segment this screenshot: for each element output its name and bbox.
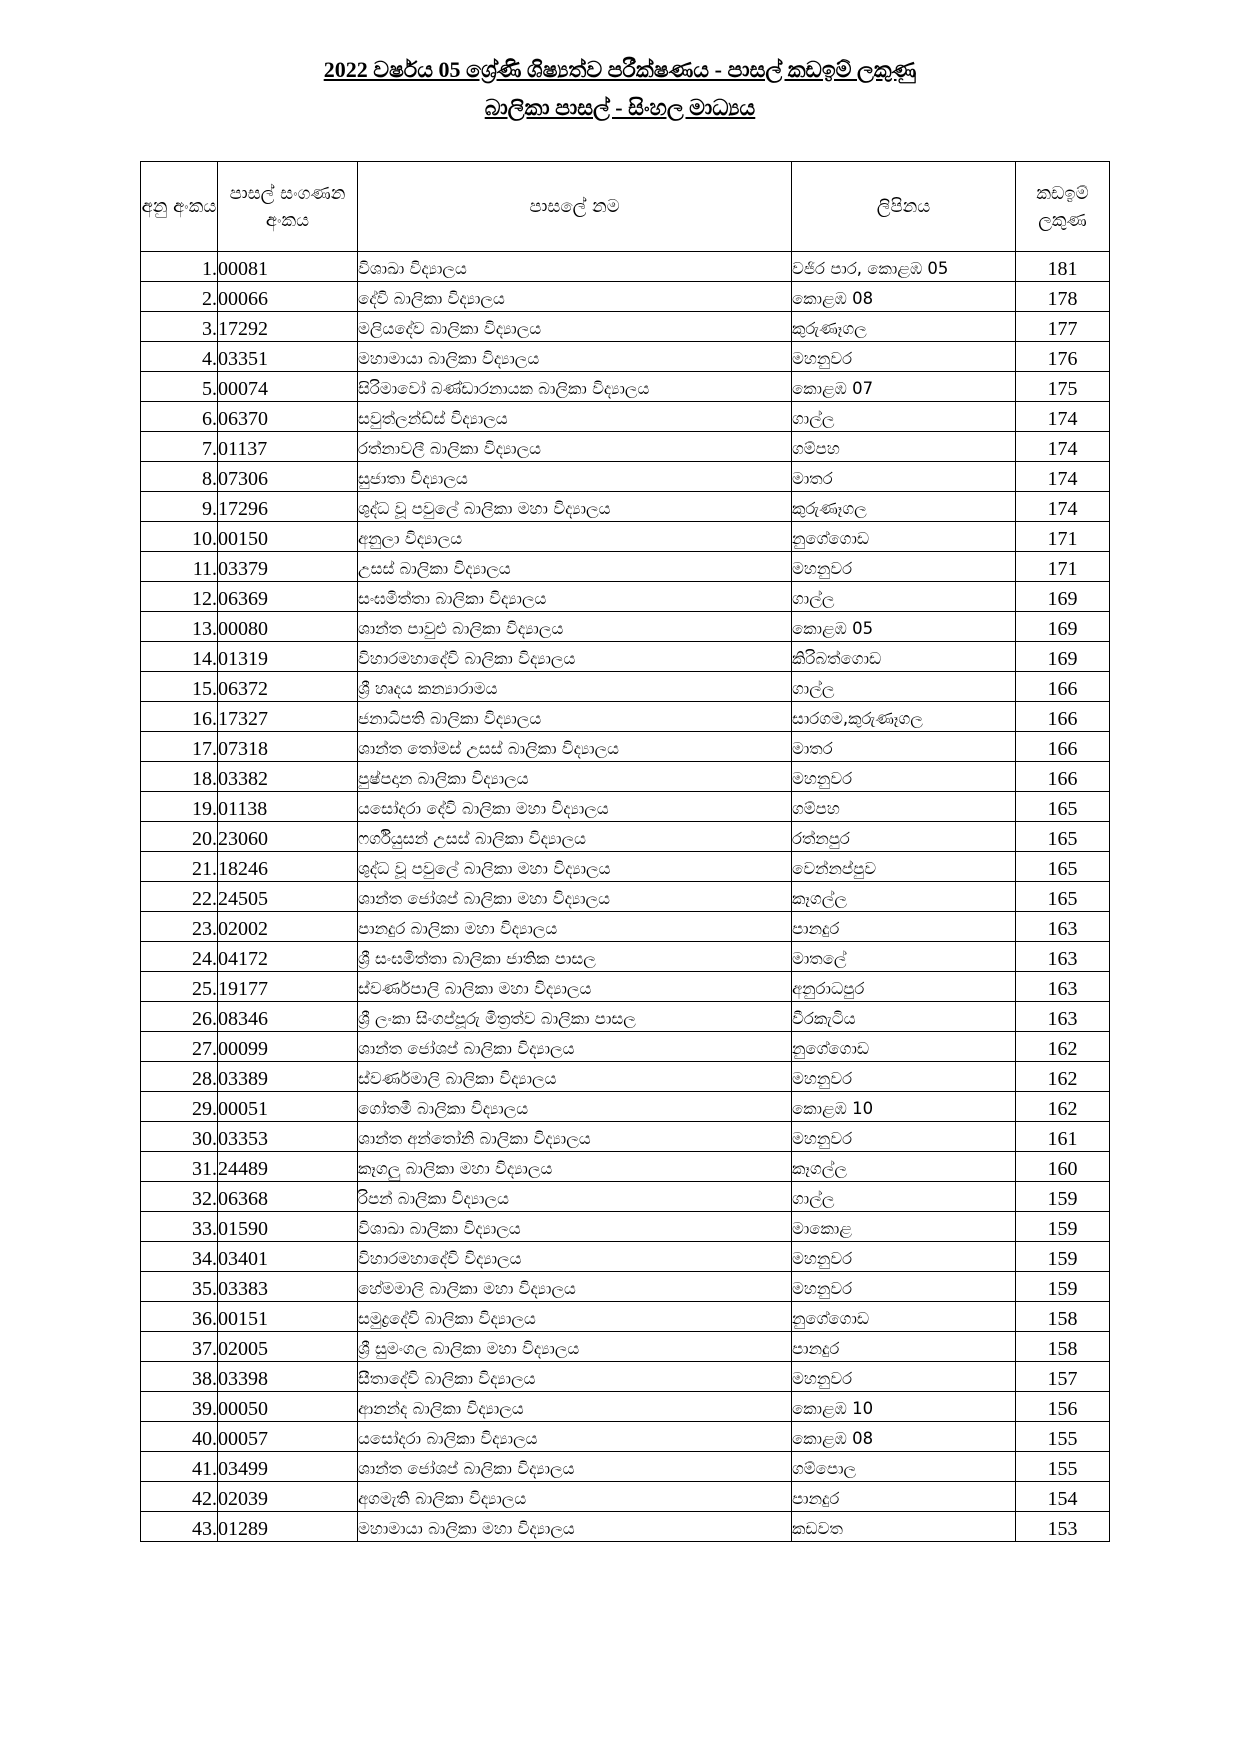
cell-serial-no: 27. xyxy=(141,1032,218,1062)
cell-census-no: 06370 xyxy=(218,402,358,432)
cell-serial-no: 39. xyxy=(141,1392,218,1422)
cell-serial-no: 22. xyxy=(141,882,218,912)
cell-census-no: 07318 xyxy=(218,732,358,762)
cell-cutoff-mark: 169 xyxy=(1016,582,1110,612)
cell-census-no: 00151 xyxy=(218,1302,358,1332)
column-header-school-name: පාසලේ නම xyxy=(358,162,792,252)
cell-census-no: 06369 xyxy=(218,582,358,612)
cutoff-marks-table xyxy=(140,161,1110,1542)
table-row xyxy=(141,282,1110,312)
cell-serial-no: 18. xyxy=(141,762,218,792)
table-row xyxy=(141,882,1110,912)
cell-cutoff-mark: 163 xyxy=(1016,942,1110,972)
cell-census-no: 00081 xyxy=(218,252,358,282)
cell-address: කඩවත xyxy=(792,1512,1016,1542)
cell-address: කොළඹ 10 xyxy=(792,1092,1016,1122)
cell-census-no: 03379 xyxy=(218,552,358,582)
cell-census-no: 03353 xyxy=(218,1122,358,1152)
cell-census-no: 02005 xyxy=(218,1332,358,1362)
cell-address: මහනුවර xyxy=(792,1272,1016,1302)
cell-school-name: ශාන්ත තෝමස් උසස් බාලිකා විද්‍යාලය xyxy=(358,732,792,762)
cell-school-name: රිපන් බාලිකා විද්‍යාලය xyxy=(358,1182,792,1212)
cell-cutoff-mark: 166 xyxy=(1016,732,1110,762)
table-row xyxy=(141,402,1110,432)
cell-cutoff-mark: 155 xyxy=(1016,1452,1110,1482)
cell-cutoff-mark: 165 xyxy=(1016,822,1110,852)
cell-cutoff-mark: 159 xyxy=(1016,1272,1110,1302)
cell-census-no: 04172 xyxy=(218,942,358,972)
cell-serial-no: 21. xyxy=(141,852,218,882)
cell-serial-no: 2. xyxy=(141,282,218,312)
cell-address: පානදුර xyxy=(792,912,1016,942)
cell-school-name: විශාඛා බාලිකා විද්‍යාලය xyxy=(358,1212,792,1242)
cell-serial-no: 5. xyxy=(141,372,218,402)
cell-address: රත්නපුර xyxy=(792,822,1016,852)
cell-serial-no: 26. xyxy=(141,1002,218,1032)
cell-serial-no: 37. xyxy=(141,1332,218,1362)
cell-cutoff-mark: 181 xyxy=(1016,252,1110,282)
table-row xyxy=(141,852,1110,882)
cell-school-name: ස්වර්ණමාලි බාලිකා විද්‍යාලය xyxy=(358,1062,792,1092)
cell-school-name: රත්නාවලී බාලිකා විද්‍යාලය xyxy=(358,432,792,462)
cell-school-name: ශාන්ත පාවුළු බාලිකා විද්‍යාලය xyxy=(358,612,792,642)
cell-census-no: 19177 xyxy=(218,972,358,1002)
table-row xyxy=(141,612,1110,642)
cell-census-no: 00080 xyxy=(218,612,358,642)
table-row xyxy=(141,1242,1110,1272)
table-row xyxy=(141,792,1110,822)
cell-school-name: කෑගලු බාලිකා මහා විද්‍යාලය xyxy=(358,1152,792,1182)
cell-cutoff-mark: 163 xyxy=(1016,912,1110,942)
cell-cutoff-mark: 162 xyxy=(1016,1062,1110,1092)
cell-serial-no: 12. xyxy=(141,582,218,612)
cell-census-no: 01590 xyxy=(218,1212,358,1242)
table-row xyxy=(141,762,1110,792)
cell-address: කෑගල්ල xyxy=(792,1152,1016,1182)
cell-cutoff-mark: 160 xyxy=(1016,1152,1110,1182)
cell-address: වජිර පාර, කොළඹ 05 xyxy=(792,252,1016,282)
table-row xyxy=(141,1422,1110,1452)
cell-cutoff-mark: 157 xyxy=(1016,1362,1110,1392)
cell-address: අනුරාධපුර xyxy=(792,972,1016,1002)
cell-address: කොළඹ 10 xyxy=(792,1392,1016,1422)
cell-cutoff-mark: 169 xyxy=(1016,612,1110,642)
cell-address: ගම්පහ xyxy=(792,792,1016,822)
cell-census-no: 03389 xyxy=(218,1062,358,1092)
table-row xyxy=(141,942,1110,972)
cell-serial-no: 33. xyxy=(141,1212,218,1242)
cell-serial-no: 24. xyxy=(141,942,218,972)
cell-school-name: විහාරමහාදේවි විද්‍යාලය xyxy=(358,1242,792,1272)
cell-address: කෑගල්ල xyxy=(792,882,1016,912)
cell-cutoff-mark: 162 xyxy=(1016,1092,1110,1122)
cell-cutoff-mark: 159 xyxy=(1016,1212,1110,1242)
cell-serial-no: 35. xyxy=(141,1272,218,1302)
cell-census-no: 03398 xyxy=(218,1362,358,1392)
table-row xyxy=(141,522,1110,552)
cell-serial-no: 1. xyxy=(141,252,218,282)
cell-serial-no: 17. xyxy=(141,732,218,762)
cell-address: ගාල්ල xyxy=(792,402,1016,432)
cell-census-no: 17292 xyxy=(218,312,358,342)
cell-school-name: සුජාතා විද්‍යාලය xyxy=(358,462,792,492)
cell-serial-no: 31. xyxy=(141,1152,218,1182)
cell-cutoff-mark: 171 xyxy=(1016,552,1110,582)
cell-cutoff-mark: 156 xyxy=(1016,1392,1110,1422)
table-row xyxy=(141,342,1110,372)
cell-school-name: යසෝදරා දේවි බාලිකා මහා විද්‍යාලය xyxy=(358,792,792,822)
table-row xyxy=(141,822,1110,852)
table-row xyxy=(141,372,1110,402)
cell-school-name: මහාමායා බාලිකා විද්‍යාලය xyxy=(358,342,792,372)
cell-serial-no: 8. xyxy=(141,462,218,492)
table-row xyxy=(141,1362,1110,1392)
cell-address: මාතර xyxy=(792,732,1016,762)
cell-census-no: 00066 xyxy=(218,282,358,312)
cell-census-no: 24505 xyxy=(218,882,358,912)
cell-cutoff-mark: 161 xyxy=(1016,1122,1110,1152)
cell-address: ගාල්ල xyxy=(792,672,1016,702)
cell-census-no: 01138 xyxy=(218,792,358,822)
cell-cutoff-mark: 171 xyxy=(1016,522,1110,552)
cell-cutoff-mark: 178 xyxy=(1016,282,1110,312)
cell-serial-no: 19. xyxy=(141,792,218,822)
cell-address: නුගේගොඩ xyxy=(792,522,1016,552)
cell-address: මහනුවර xyxy=(792,1362,1016,1392)
cell-serial-no: 28. xyxy=(141,1062,218,1092)
cell-census-no: 00074 xyxy=(218,372,358,402)
table-row xyxy=(141,1122,1110,1152)
cell-census-no: 06372 xyxy=(218,672,358,702)
cell-address: මාතලේ xyxy=(792,942,1016,972)
cell-address: කොළඹ 07 xyxy=(792,372,1016,402)
cell-cutoff-mark: 163 xyxy=(1016,972,1110,1002)
cell-cutoff-mark: 158 xyxy=(1016,1302,1110,1332)
cell-cutoff-mark: 155 xyxy=(1016,1422,1110,1452)
table-row xyxy=(141,1062,1110,1092)
cell-cutoff-mark: 166 xyxy=(1016,702,1110,732)
cell-address: ගාල්ල xyxy=(792,1182,1016,1212)
cell-school-name: පුෂ්පදාන බාලිකා විද්‍යාලය xyxy=(358,762,792,792)
cell-school-name: ස්වර්ණපාලි බාලිකා මහා විද්‍යාලය xyxy=(358,972,792,1002)
cell-cutoff-mark: 154 xyxy=(1016,1482,1110,1512)
cell-census-no: 17327 xyxy=(218,702,358,732)
cell-census-no: 24489 xyxy=(218,1152,358,1182)
cell-school-name: ශාන්ත ජෝශප් බාලිකා මහා විද්‍යාලය xyxy=(358,882,792,912)
cell-serial-no: 32. xyxy=(141,1182,218,1212)
cell-census-no: 00057 xyxy=(218,1422,358,1452)
cell-school-name: ශ්‍රී ලංකා සිංගප්පූරු මිත්‍රත්ව බාලිකා පාසල xyxy=(358,1002,792,1032)
cell-school-name: ගෝතමී බාලිකා විද්‍යාලය xyxy=(358,1092,792,1122)
cell-cutoff-mark: 165 xyxy=(1016,852,1110,882)
cell-census-no: 03401 xyxy=(218,1242,358,1272)
cell-serial-no: 3. xyxy=(141,312,218,342)
page-title: 2022 වර්ෂය 05 ශ්‍රේණි ශිෂ්‍යත්ව පරීක්ෂණය - පාසල් කඩඉම් ලකුණු xyxy=(323,57,917,82)
cell-serial-no: 13. xyxy=(141,612,218,642)
cell-cutoff-mark: 162 xyxy=(1016,1032,1110,1062)
cell-census-no: 03383 xyxy=(218,1272,358,1302)
cell-census-no: 18246 xyxy=(218,852,358,882)
cell-school-name: සංඝමිත්තා බාලිකා විද්‍යාලය xyxy=(358,582,792,612)
cell-school-name: අනුලා විද්‍යාලය xyxy=(358,522,792,552)
table-row xyxy=(141,672,1110,702)
cell-cutoff-mark: 177 xyxy=(1016,312,1110,342)
table-row xyxy=(141,1452,1110,1482)
cell-school-name: ජනාධිපති බාලිකා විද්‍යාලය xyxy=(358,702,792,732)
table-row xyxy=(141,582,1110,612)
cell-cutoff-mark: 153 xyxy=(1016,1512,1110,1542)
cell-census-no: 00050 xyxy=(218,1392,358,1422)
cell-address: නුගේගොඩ xyxy=(792,1032,1016,1062)
cell-school-name: ශ්‍රී සංඝමිත්තා බාලිකා ජාතික පාසල xyxy=(358,942,792,972)
cell-school-name: දේවි බාලිකා විද්‍යාලය xyxy=(358,282,792,312)
table-row xyxy=(141,732,1110,762)
table-row xyxy=(141,252,1110,282)
cell-school-name: ශුද්ධ වූ පවුලේ බාලිකා මහා විද්‍යාලය xyxy=(358,492,792,522)
cell-school-name: සීතාදේවි බාලිකා විද්‍යාලය xyxy=(358,1362,792,1392)
cell-serial-no: 40. xyxy=(141,1422,218,1452)
table-row xyxy=(141,1092,1110,1122)
cell-census-no: 00099 xyxy=(218,1032,358,1062)
cell-address: මාතර xyxy=(792,462,1016,492)
cell-census-no: 00150 xyxy=(218,522,358,552)
table-row xyxy=(141,1512,1110,1542)
table-row xyxy=(141,1272,1110,1302)
cell-serial-no: 30. xyxy=(141,1122,218,1152)
table-row xyxy=(141,1032,1110,1062)
cell-cutoff-mark: 175 xyxy=(1016,372,1110,402)
cell-serial-no: 20. xyxy=(141,822,218,852)
column-header-serial-no: අනු අංකය xyxy=(141,162,218,252)
table-row xyxy=(141,1302,1110,1332)
cell-address: ගම්පහ xyxy=(792,432,1016,462)
cell-school-name: සිරිමාවෝ බණ්ඩාරනායක බාලිකා විද්‍යාලය xyxy=(358,372,792,402)
cell-school-name: ශ්‍රී හෘදය කන්‍යාරාමය xyxy=(358,672,792,702)
cell-serial-no: 41. xyxy=(141,1452,218,1482)
cell-cutoff-mark: 159 xyxy=(1016,1242,1110,1272)
table-row xyxy=(141,912,1110,942)
cell-school-name: යසෝදරා බාලිකා විද්‍යාලය xyxy=(358,1422,792,1452)
cell-cutoff-mark: 166 xyxy=(1016,672,1110,702)
cell-address: කොළඹ 05 xyxy=(792,612,1016,642)
cell-cutoff-mark: 158 xyxy=(1016,1332,1110,1362)
cell-address: කුරුණෑගල xyxy=(792,312,1016,342)
cell-serial-no: 29. xyxy=(141,1092,218,1122)
cell-address: මහනුවර xyxy=(792,1242,1016,1272)
cell-census-no: 01289 xyxy=(218,1512,358,1542)
cell-school-name: ශාන්ත ජෝශප් බාලිකා විද්‍යාලය xyxy=(358,1452,792,1482)
cell-address: මහනුවර xyxy=(792,1062,1016,1092)
cell-address: කොළඹ 08 xyxy=(792,1422,1016,1452)
cell-address: මහනුවර xyxy=(792,552,1016,582)
cell-address: මහනුවර xyxy=(792,342,1016,372)
cell-census-no: 06368 xyxy=(218,1182,358,1212)
cell-serial-no: 6. xyxy=(141,402,218,432)
cell-census-no: 23060 xyxy=(218,822,358,852)
cell-school-name: ආනන්ද බාලිකා විද්‍යාලය xyxy=(358,1392,792,1422)
cell-address: මහනුවර xyxy=(792,1122,1016,1152)
table-row xyxy=(141,312,1110,342)
cell-cutoff-mark: 174 xyxy=(1016,402,1110,432)
column-header-cutoff-mark: කඩඉම් ලකුණ xyxy=(1016,162,1110,252)
cell-address: සාරගම,කුරුණෑගල xyxy=(792,702,1016,732)
cell-serial-no: 38. xyxy=(141,1362,218,1392)
table-row xyxy=(141,972,1110,1002)
cell-address: පානදුර xyxy=(792,1482,1016,1512)
cell-address: කිරිබත්ගොඩ xyxy=(792,642,1016,672)
cell-census-no: 03351 xyxy=(218,342,358,372)
cell-school-name: ශාන්ත ජෝශප් බාලිකා විද්‍යාලය xyxy=(358,1032,792,1062)
cell-serial-no: 25. xyxy=(141,972,218,1002)
cell-cutoff-mark: 166 xyxy=(1016,762,1110,792)
cell-school-name: ශ්‍රී සුමංගල බාලිකා මහා විද්‍යාලය xyxy=(358,1332,792,1362)
cell-census-no: 01319 xyxy=(218,642,358,672)
cell-school-name: සමුද්‍රදේවි බාලිකා විද්‍යාලය xyxy=(358,1302,792,1332)
cell-cutoff-mark: 159 xyxy=(1016,1182,1110,1212)
cell-cutoff-mark: 169 xyxy=(1016,642,1110,672)
cell-serial-no: 4. xyxy=(141,342,218,372)
table-row xyxy=(141,1212,1110,1242)
cell-address: ගම්පොල xyxy=(792,1452,1016,1482)
cell-census-no: 02039 xyxy=(218,1482,358,1512)
cell-address: මාකොළ xyxy=(792,1212,1016,1242)
cell-address: නුගේගොඩ xyxy=(792,1302,1016,1332)
header-row xyxy=(141,162,1110,252)
cell-cutoff-mark: 163 xyxy=(1016,1002,1110,1032)
cell-serial-no: 10. xyxy=(141,522,218,552)
cell-school-name: ශුද්ධ වූ පවුලේ බාලිකා මහා විද්‍යාලය xyxy=(358,852,792,882)
cell-cutoff-mark: 165 xyxy=(1016,792,1110,822)
cell-address: කුරුණෑගල xyxy=(792,492,1016,522)
table-row xyxy=(141,1182,1110,1212)
table-row xyxy=(141,492,1110,522)
cell-serial-no: 7. xyxy=(141,432,218,462)
cell-school-name: හේමමාලි බාලිකා මහා විද්‍යාලය xyxy=(358,1272,792,1302)
cell-serial-no: 23. xyxy=(141,912,218,942)
table-header xyxy=(141,162,1110,252)
cell-serial-no: 43. xyxy=(141,1512,218,1542)
cell-address: වීරකැටිය xyxy=(792,1002,1016,1032)
cell-school-name: මලියදේව බාලිකා විද්‍යාලය xyxy=(358,312,792,342)
cell-serial-no: 36. xyxy=(141,1302,218,1332)
table-row xyxy=(141,1482,1110,1512)
cell-cutoff-mark: 174 xyxy=(1016,462,1110,492)
cell-cutoff-mark: 174 xyxy=(1016,492,1110,522)
cell-serial-no: 34. xyxy=(141,1242,218,1272)
cell-census-no: 03382 xyxy=(218,762,358,792)
cell-census-no: 00051 xyxy=(218,1092,358,1122)
table-body xyxy=(141,252,1110,1542)
column-header-address: ලිපිනය xyxy=(792,162,1016,252)
table-row xyxy=(141,1392,1110,1422)
table-row xyxy=(141,432,1110,462)
cell-serial-no: 15. xyxy=(141,672,218,702)
table-row xyxy=(141,1332,1110,1362)
table-row xyxy=(141,552,1110,582)
cell-census-no: 01137 xyxy=(218,432,358,462)
column-header-census-no: පාසල් සංගණන අංකය xyxy=(218,162,358,252)
cell-address: වෙන්නප්පුව xyxy=(792,852,1016,882)
cell-school-name: ශාන්ත අන්තෝනි බාලිකා විද්‍යාලය xyxy=(358,1122,792,1152)
cell-census-no: 02002 xyxy=(218,912,358,942)
cell-school-name: විහාරමහාදේවි බාලිකා විද්‍යාලය xyxy=(358,642,792,672)
cell-serial-no: 11. xyxy=(141,552,218,582)
cell-serial-no: 42. xyxy=(141,1482,218,1512)
table-row xyxy=(141,462,1110,492)
cell-address: ගාල්ල xyxy=(792,582,1016,612)
cell-serial-no: 16. xyxy=(141,702,218,732)
cell-address: පානදුර xyxy=(792,1332,1016,1362)
cell-serial-no: 9. xyxy=(141,492,218,522)
cell-school-name: පානදුර බාලිකා මහා විද්‍යාලය xyxy=(358,912,792,942)
cell-school-name: මහාමායා බාලිකා මහා විද්‍යාලය xyxy=(358,1512,792,1542)
cell-school-name: විශාඛා විද්‍යාලය xyxy=(358,252,792,282)
table-row xyxy=(141,702,1110,732)
cell-school-name: උසස් බාලිකා විද්‍යාලය xyxy=(358,552,792,582)
cell-school-name: සවුත්ලන්ඩ්ස් විද්‍යාලය xyxy=(358,402,792,432)
cell-census-no: 08346 xyxy=(218,1002,358,1032)
cell-census-no: 03499 xyxy=(218,1452,358,1482)
cell-serial-no: 14. xyxy=(141,642,218,672)
cell-address: කොළඹ 08 xyxy=(792,282,1016,312)
table-row xyxy=(141,642,1110,672)
page-subtitle: බාලිකා පාසල් - සිංහල මාධ්‍යය xyxy=(484,95,756,120)
cell-cutoff-mark: 174 xyxy=(1016,432,1110,462)
table-row xyxy=(141,1002,1110,1032)
cell-cutoff-mark: 165 xyxy=(1016,882,1110,912)
table-row xyxy=(141,1152,1110,1182)
cell-cutoff-mark: 176 xyxy=(1016,342,1110,372)
cell-school-name: ෆර්ගියුසන් උසස් බාලිකා විද්‍යාලය xyxy=(358,822,792,852)
cell-address: මහනුවර xyxy=(792,762,1016,792)
cell-census-no: 07306 xyxy=(218,462,358,492)
cell-census-no: 17296 xyxy=(218,492,358,522)
cell-school-name: අගමැති බාලිකා විද්‍යාලය xyxy=(358,1482,792,1512)
